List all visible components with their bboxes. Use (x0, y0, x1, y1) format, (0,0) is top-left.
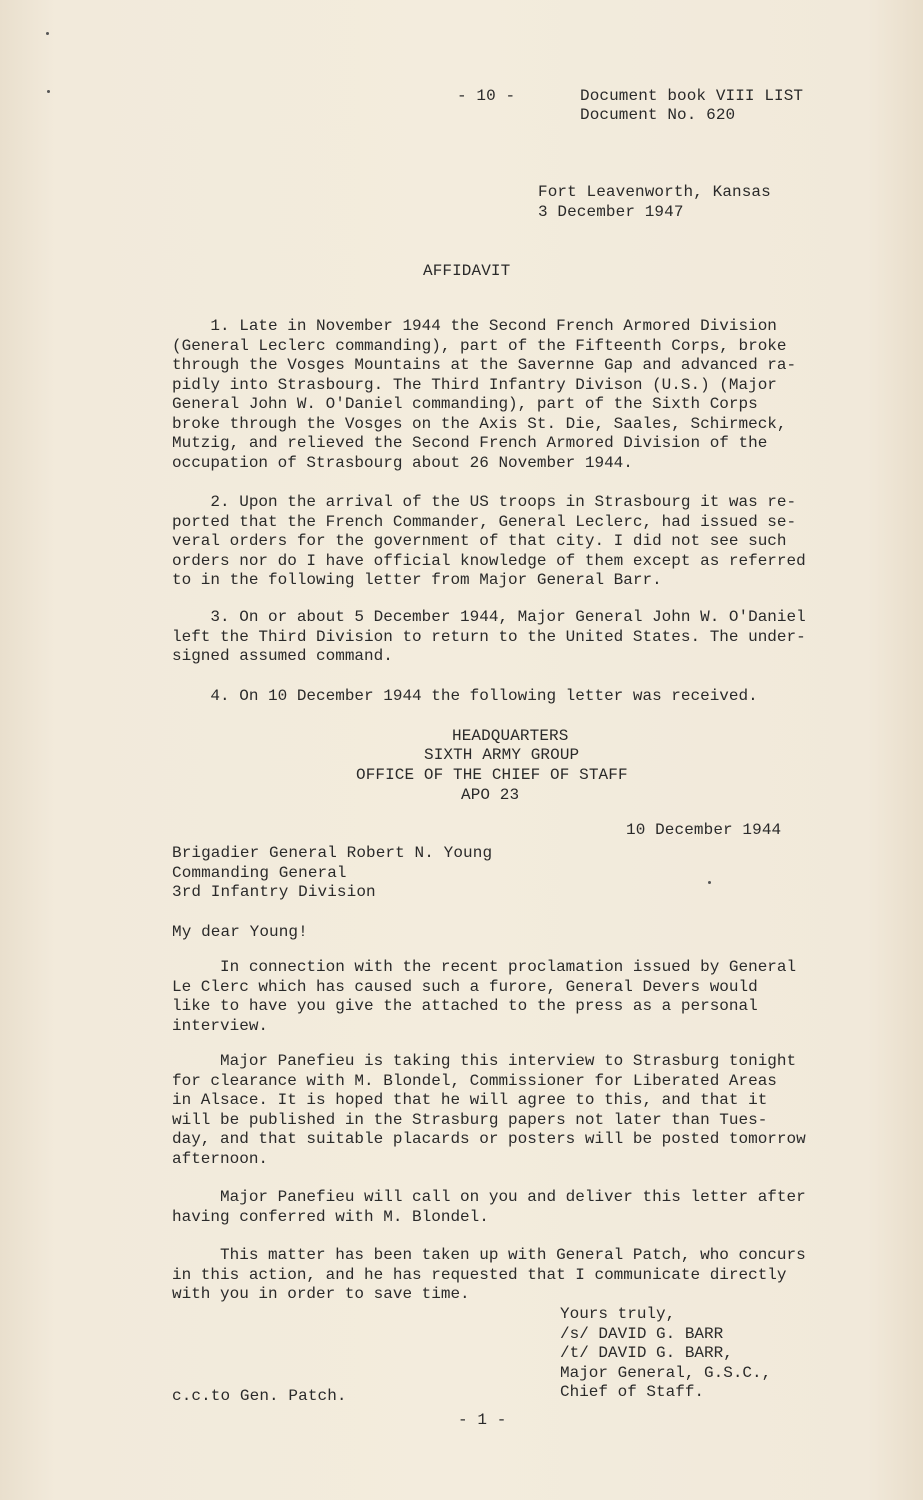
paragraph-4: 4. On 10 December 1944 the following letter was received. (172, 687, 758, 705)
addressee-line: Brigadier General Robert N. Young (172, 844, 493, 862)
letterhead-line: SIXTH ARMY GROUP (424, 746, 580, 764)
letter-paragraph-4: This matter has been taken up with General Patch, who concurs in this action, and he has requested that I communicate directly with you in order to save time. (172, 1246, 806, 1303)
document-number: Document No. 620 (580, 106, 736, 124)
page-number-top: - 10 - (457, 87, 516, 105)
addressee-line: Commanding General (172, 864, 347, 882)
addressee-line: 3rd Infantry Division (172, 883, 376, 901)
letter-date: 10 December 1944 (626, 821, 782, 839)
letterhead-line: HEADQUARTERS (452, 727, 569, 745)
salutation: My dear Young! (172, 923, 308, 941)
signature-block: Yours truly, /s/ DAVID G. BARR /t/ DAVID G. BARR, Major General, G.S.C., Chief of Staff. (560, 1305, 772, 1401)
paragraph-2: 2. Upon the arrival of the US troops in Strasbourg it was re- ported that the French Commander, General Leclerc, had issued se- veral orders for the government of that city. I did not see such orders nor do I have official knowledge of them except as referred to in the following letter from Major General Barr. (172, 493, 806, 589)
punch-mark (46, 32, 49, 35)
letter-paragraph-3: Major Panefieu will call on you and deliver this letter after having conferred with M. Blondel. (172, 1188, 806, 1226)
paragraph-1: 1. Late in November 1944 the Second French Armored Division (General Leclerc commanding), part of the Fifteenth Corps, broke through the Vosges Mountains at the Savernne Gap and advanced ra- pidly into Strasbourg. The Third Infantry Divison (U.S.) (Major General John W. O'Daniel commanding), part of the Sixth Corps broke through the Vosges on the Axis St. Die, Saales, Schirmeck, Mutzig, and relieved the Second French Armored Division of the occupation of Strasbourg about 26 November 1944. (172, 317, 797, 472)
letterhead-line: APO 23 (461, 786, 520, 804)
letter-paragraph-1: In connection with the recent proclamation issued by General Le Clerc which has caused such a furore, General Devers would like to have you give the attached to the press as a personal interview. (172, 958, 797, 1035)
letter-paragraph-2: Major Panefieu is taking this interview to Strasburg tonight for clearance with M. Blondel, Commissioner for Liberated Areas in Alsace. It is hoped that he will agree to this, and that it will be published in the Strasburg papers not later than Tues- day, and that suitable placards or posters will be posted tomorrow afternoon. (172, 1052, 806, 1168)
paragraph-3: 3. On or about 5 December 1944, Major General John W. O'Daniel left the Third Division to return to the United States. The under- signed assumed command. (172, 608, 806, 665)
place: Fort Leavenworth, Kansas (538, 183, 771, 201)
letterhead-line: OFFICE OF THE CHIEF OF STAFF (356, 766, 628, 784)
date: 3 December 1947 (538, 203, 684, 221)
carbon-copy: c.c.to Gen. Patch. (172, 1387, 347, 1405)
punch-mark (47, 90, 50, 93)
punch-mark (708, 881, 711, 884)
page-number-bottom: - 1 - (458, 1411, 507, 1429)
document-book: Document book VIII LIST (580, 87, 804, 105)
document-title: AFFIDAVIT (423, 262, 511, 280)
